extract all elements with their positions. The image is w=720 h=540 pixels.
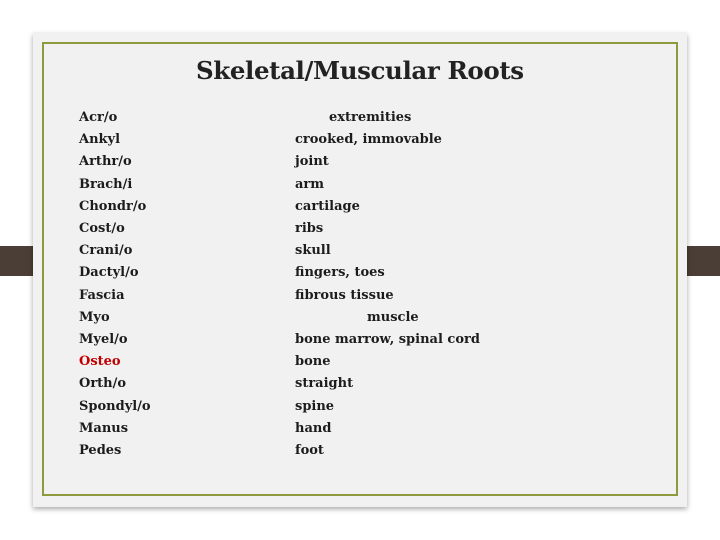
root-term: Acr/o [79,110,118,125]
root-meaning: hand [295,421,332,436]
term-row [0,243,720,265]
term-row [0,443,720,465]
term-row [0,221,720,243]
root-meaning: crooked, immovable [295,132,442,147]
root-term-highlighted: Osteo [79,354,121,369]
root-meaning: arm [295,177,325,192]
root-meaning: fibrous tissue [295,288,394,303]
term-row [0,154,720,176]
term-row [0,421,720,443]
term-row [0,132,720,154]
term-row [0,177,720,199]
root-term: Fascia [79,288,125,303]
root-term: Pedes [79,443,122,458]
term-row [0,332,720,354]
slide-title: Skeletal/Muscular Roots [196,56,524,85]
term-row [0,288,720,310]
term-row [0,310,720,332]
root-term: Ankyl [79,132,121,147]
root-meaning: spine [295,399,335,414]
root-meaning: foot [295,443,324,458]
root-term: Orth/o [79,376,127,391]
root-term: Cost/o [79,221,125,236]
root-meaning: extremities [329,110,412,125]
root-meaning: skull [295,243,331,258]
root-term: Manus [79,421,129,436]
term-row [0,354,720,376]
root-term: Crani/o [79,243,133,258]
root-meaning: muscle [367,310,419,325]
term-row [0,199,720,221]
root-term: Spondyl/o [79,399,151,414]
root-term: Myo [79,310,110,325]
root-term: Brach/i [79,177,133,192]
root-term: Myel/o [79,332,128,347]
term-row [0,399,720,421]
root-meaning: ribs [295,221,324,236]
root-term: Chondr/o [79,199,147,214]
root-term: Arthr/o [79,154,132,169]
root-meaning: cartilage [295,199,360,214]
root-meaning: straight [295,376,354,391]
term-row [0,110,720,132]
root-meaning: bone marrow, spinal cord [295,332,480,347]
root-meaning: fingers, toes [295,265,385,280]
root-term: Dactyl/o [79,265,139,280]
term-row [0,265,720,287]
root-meaning: bone [295,354,331,369]
root-meaning: joint [295,154,329,169]
term-row [0,376,720,398]
